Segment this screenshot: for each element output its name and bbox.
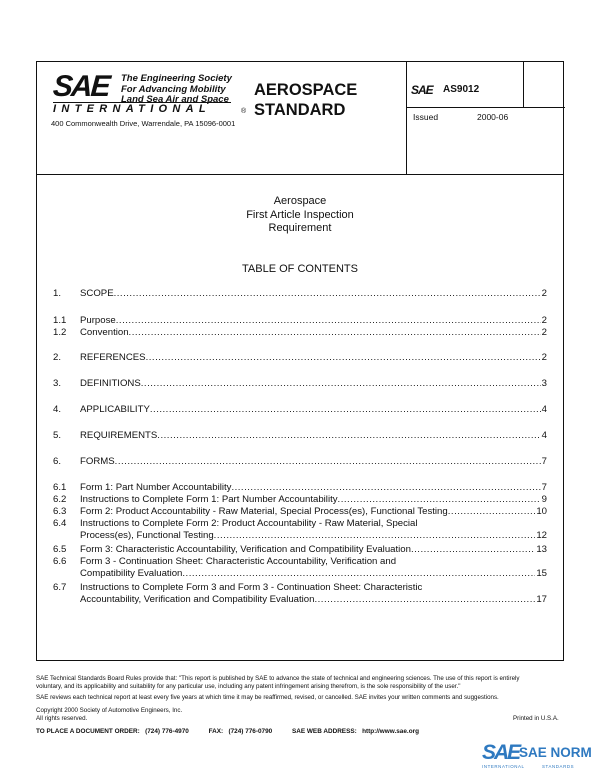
toc-entry-number: 1.1 <box>53 315 67 326</box>
toc-entry-number: 6.3 <box>53 506 67 517</box>
toc-leader-dots <box>141 378 541 390</box>
toc-entry[interactable] <box>53 352 547 364</box>
toc-entry[interactable] <box>53 456 547 468</box>
toc-entry-number: 6.5 <box>53 544 67 555</box>
standard-type <box>254 80 357 120</box>
title-line: Requirement <box>268 222 332 234</box>
toc-indent <box>53 568 80 580</box>
toc-entry-number: 6.4 <box>53 518 67 529</box>
toc-indent <box>53 594 80 606</box>
toc-entry-title: Form 2: Product Accountability - Raw Material, Special Process(es), Functional Testing <box>80 506 448 517</box>
toc-indent <box>53 530 80 542</box>
toc-entry[interactable] <box>53 315 547 327</box>
order-label: TO PLACE A DOCUMENT ORDER: (724) 776-4970 <box>36 728 189 735</box>
toc-leader-dots <box>114 288 541 300</box>
toc-entry-title: FORMS <box>80 456 115 467</box>
footer-rules <box>36 675 520 690</box>
toc-leader-dots <box>214 530 536 542</box>
header-column-divider <box>406 62 407 174</box>
title-line: Aerospace <box>273 195 327 207</box>
toc-entry-title: Form 3: Characteristic Accountability, Verification and Compatibility Evaluation <box>80 544 411 555</box>
toc-entry-page: 7 <box>541 482 547 493</box>
toc-entry-number: 2. <box>53 352 62 363</box>
doc-number-cell-divider <box>523 62 524 107</box>
toc-entry[interactable] <box>53 378 547 390</box>
toc-leader-dots <box>146 352 541 364</box>
toc-entry-page: 17 <box>536 593 547 605</box>
footer-rules-line: voluntary, and its applicability and suitability for any particular use, including any patent infringement arising therefrom, is the sole responsibility of the user." <box>36 682 461 690</box>
toc-entry-page: 2 <box>541 315 547 326</box>
society-line: For Advancing Mobility <box>121 83 226 95</box>
toc-entry-page: 9 <box>541 494 547 505</box>
toc-entry-title: Instructions to Complete Form 2: Product Accountability - Raw Material, Special <box>80 518 418 529</box>
toc-entry[interactable] <box>53 288 547 300</box>
toc-leader-dots <box>338 494 541 506</box>
toc-entry[interactable] <box>53 556 547 579</box>
web-label: SAE WEB ADDRESS: http://www.sae.org <box>291 728 419 735</box>
international-label: INTERNATIONAL <box>53 103 211 115</box>
toc-entry[interactable] <box>53 518 547 541</box>
toc-entry-page: 2 <box>541 288 547 299</box>
web-url[interactable]: http://www.sae.org <box>362 728 419 735</box>
toc-entry-title: Accountability, Verification and Compatibility Evaluation <box>80 593 315 605</box>
registered-mark: ® <box>241 108 247 115</box>
toc-entry-number: 5. <box>53 430 62 441</box>
toc-entry-page: 15 <box>536 567 547 579</box>
toc-entry[interactable] <box>53 327 547 339</box>
fax-label: FAX: (724) 776-0790 <box>208 728 273 735</box>
issued-date: 2000-06 <box>477 112 509 122</box>
toc-entry-title: DEFINITIONS <box>80 378 141 389</box>
toc-entry-title: APPLICABILITY <box>80 404 150 415</box>
toc-leader-dots <box>231 482 540 494</box>
toc-leader-dots <box>115 456 541 468</box>
toc-leader-dots <box>129 327 541 339</box>
society-line: The Engineering Society <box>121 73 232 84</box>
toc-entry-page: 2 <box>541 327 547 338</box>
standard-type-line: AEROSPACE <box>254 81 358 99</box>
footer-copyright <box>36 707 182 722</box>
footer-rules-line: SAE Technical Standards Board Rules provide that: "This report is published by SAE to advance the state of technical and engineering sciences. The use of this report is entirely <box>36 675 520 682</box>
toc-entry-title: REQUIREMENTS <box>80 430 158 441</box>
toc-entry[interactable] <box>53 404 547 416</box>
toc-entry-title: Instructions to Complete Form 3 and Form 3 - Continuation Sheet: Characteristic <box>80 582 423 593</box>
toc-entry-title: Form 3 - Continuation Sheet: Characteristic Accountability, Verification and <box>80 556 397 567</box>
toc-entry[interactable] <box>53 482 547 494</box>
toc-entry-page: 12 <box>536 529 547 541</box>
toc-leader-dots <box>314 594 535 606</box>
toc-entry-title: Process(es), Functional Testing <box>80 529 214 541</box>
toc-leader-dots <box>182 568 535 580</box>
watermark-norm: SAE NORM <box>519 745 592 760</box>
toc-entry-title: Form 1: Part Number Accountability <box>80 482 232 493</box>
toc-entry-number: 6.7 <box>53 582 67 593</box>
toc-entry-page: 4 <box>541 404 547 415</box>
toc-heading: TABLE OF CONTENTS <box>242 263 358 275</box>
standard-type-line: STANDARD <box>254 101 346 119</box>
society-line: Land Sea Air and Space <box>121 94 229 105</box>
toc-entry-page: 2 <box>541 352 547 363</box>
toc-entry-page: 10 <box>536 506 547 517</box>
toc-entry[interactable] <box>53 430 547 442</box>
toc-entry-page: 4 <box>541 430 547 441</box>
toc-entry-title: Convention <box>80 327 129 338</box>
society-address: 400 Commonwealth Drive, Warrendale, PA 15096-0001 <box>51 119 236 128</box>
society-tagline <box>121 74 232 106</box>
footer-review: SAE reviews each technical report at least every five years at which time it may be reaffirmed, revised, or cancelled. SAE invites your written comments and suggestions. <box>36 694 499 701</box>
document-frame <box>36 61 564 661</box>
toc-entry-number: 6.1 <box>53 482 67 493</box>
toc-entry-number: 6. <box>53 456 62 467</box>
toc-entry-number: 6.6 <box>53 556 67 567</box>
toc-entry-title: SCOPE <box>80 288 114 299</box>
doc-number: AS9012 <box>443 84 480 95</box>
toc-entry-number: 6.2 <box>53 494 67 505</box>
toc-entry-title: REFERENCES <box>80 352 146 363</box>
toc-entry[interactable] <box>53 582 547 605</box>
toc-entry-title: Purpose <box>80 315 116 326</box>
doc-sae-logo: SAE <box>411 83 433 97</box>
printed-in: Printed in U.S.A. <box>513 715 559 722</box>
toc-entry-page: 7 <box>541 456 547 467</box>
toc-entry-number: 1.2 <box>53 327 67 338</box>
sae-logo-mark: SAE <box>51 70 110 103</box>
toc-entry[interactable] <box>53 506 547 518</box>
toc-entry-number: 1. <box>53 288 62 299</box>
toc-entry-title: Compatibility Evaluation <box>80 567 183 579</box>
toc-entry-page: 3 <box>541 378 547 389</box>
header-divider <box>37 174 563 175</box>
toc-leader-dots <box>411 544 535 556</box>
fax-number: (724) 776-0790 <box>228 728 273 735</box>
toc-leader-dots <box>150 404 541 416</box>
document-title <box>37 195 563 236</box>
toc-leader-dots <box>116 315 541 327</box>
sae-norm-watermark <box>482 741 594 773</box>
toc-entry[interactable] <box>53 544 547 556</box>
rights-line: All rights reserved. <box>36 714 88 722</box>
toc-leader-dots <box>448 506 536 518</box>
toc-entry-number: 3. <box>53 378 62 389</box>
title-line: First Article Inspection <box>246 208 354 221</box>
copyright-line: Copyright 2000 Society of Automotive Engineers, Inc. <box>36 707 183 714</box>
watermark-sae: SAE <box>482 741 520 764</box>
watermark-sub-left: INTERNATIONAL <box>482 764 525 769</box>
toc-entry-page: 13 <box>536 544 547 555</box>
toc-entry[interactable] <box>53 494 547 506</box>
toc-entry-number: 4. <box>53 404 62 415</box>
toc-entry-title: Instructions to Complete Form 1: Part Number Accountability <box>80 494 338 505</box>
order-line <box>36 728 437 735</box>
sae-logo <box>53 72 253 122</box>
toc-leader-dots <box>157 430 540 442</box>
watermark-sub-right: STANDARDS <box>542 764 575 769</box>
doc-number-row-divider <box>406 107 565 108</box>
issued-label: Issued <box>413 112 439 122</box>
order-phone: (724) 776-4970 <box>145 728 189 735</box>
